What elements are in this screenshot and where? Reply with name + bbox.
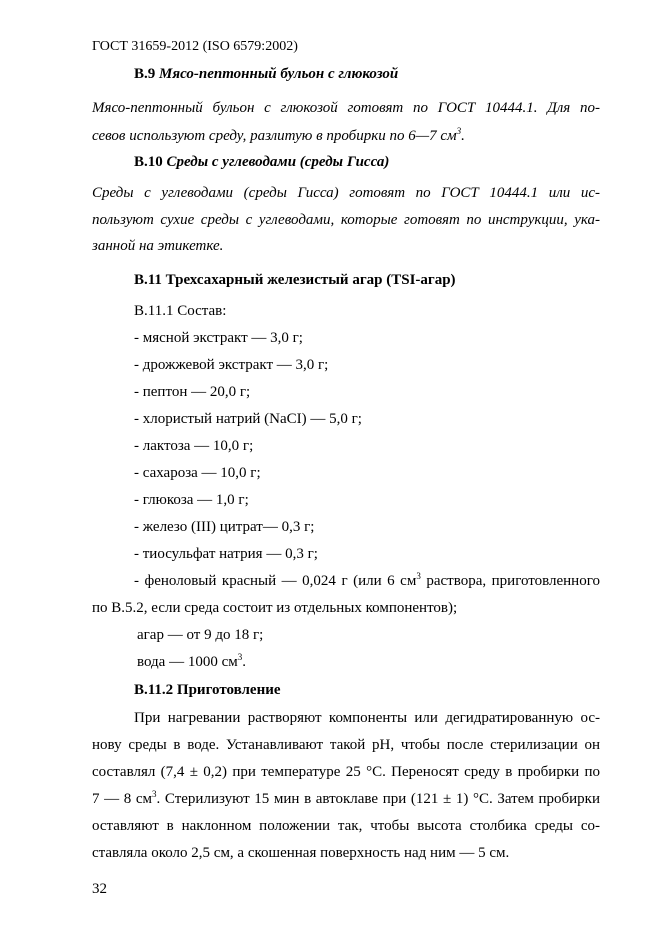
prep-l4-start: 7 — 8 см — [92, 791, 153, 807]
composition-item-agar: агар — от 9 до 18 г; — [137, 627, 264, 643]
section-b10-text-line2: пользуют сухие среды с углеводами, которые готовят по инструкции, ука- — [92, 212, 600, 228]
section-b9-line2-end: . — [461, 128, 465, 144]
composition-item: - пептон — 20,0 г; — [134, 384, 251, 400]
prep-l4-sup: 3 — [152, 789, 157, 799]
preparation-line6: ставляла около 2,5 см, а скошенная поверхность над ним — 5 см. — [92, 845, 510, 861]
composition-heading: В.11.1 Состав: — [134, 303, 227, 319]
section-b9-text-line1: Мясо-пептонный бульон с глюкозой готовят по ГОСТ 10444.1. Для по- — [92, 100, 600, 116]
composition-item: - сахароза — 10,0 г; — [134, 465, 261, 481]
section-b10-heading — [134, 153, 389, 171]
composition-item: - дрожжевой экстракт — 3,0 г; — [134, 357, 329, 373]
section-b9-line2-text: севов используют среду, разлитую в пробирки по 6—7 см — [92, 128, 457, 144]
water-text: вода — 1000 см — [137, 654, 238, 670]
preparation-line3: составлял (7,4 ± 0,2) при температуре 25 °С. Переносят среду в пробирки по — [92, 764, 600, 780]
composition-item: - тиосульфат натрия — 0,3 г; — [134, 546, 318, 562]
section-b9-heading — [134, 65, 398, 83]
preparation-heading: В.11.2 Приготовление — [134, 682, 281, 698]
preparation-line1: При нагревании растворяют компоненты или дегидратированную ос- — [134, 710, 600, 726]
preparation-line5: оставляют в наклонном положении так, чтобы высота столбика среды со- — [92, 818, 600, 834]
composition-item: - мясной экстракт — 3,0 г; — [134, 330, 303, 346]
phenol-text-end: раствора, приготовленного — [420, 573, 600, 589]
section-b10-text-line1: Среды с углеводами (среды Гисса) готовят по ГОСТ 10444.1 или ис- — [92, 185, 600, 201]
phenol-text: - феноловый красный — 0,024 г (или 6 см — [134, 573, 417, 589]
prep-l4-end: . Стерилизуют 15 мин в автоклаве при (121 ± 1) °С. Затем пробирки — [156, 791, 600, 807]
section-b10-title: Среды с углеводами (среды Гисса) — [166, 154, 390, 170]
water-end: . — [242, 654, 246, 670]
water-sup: 3 — [237, 652, 243, 662]
section-b10-text-line3: занной на этикетке. — [92, 238, 224, 254]
composition-item-phenol-line2: по В.5.2, если среда состоит из отдельных компонентов); — [92, 600, 458, 616]
section-b9-text-line2 — [92, 127, 465, 145]
composition-item: - глюкоза — 1,0 г; — [134, 492, 249, 508]
preparation-line4 — [92, 790, 600, 808]
phenol-sup: 3 — [416, 571, 421, 581]
page-number: 32 — [92, 881, 107, 897]
section-b10-number: B.10 — [134, 154, 163, 170]
section-b9-title: Мясо-пептонный бульон с глюкозой — [159, 66, 399, 82]
section-b9-number: B.9 — [134, 66, 156, 82]
page-header: ГОСТ 31659-2012 (ISO 6579:2002) — [92, 39, 298, 54]
composition-item-water — [137, 653, 246, 671]
preparation-line2: нову среды в воде. Устанавливают такой pH, чтобы после стерилизации он — [92, 737, 600, 753]
composition-item: - железо (III) цитрат— 0,3 г; — [134, 519, 315, 535]
section-b11-heading: В.11 Трехсахарный железистый агар (TSI-агар) — [134, 272, 456, 288]
composition-item-phenol-line1 — [134, 572, 600, 590]
section-b9-sup: 3 — [456, 126, 462, 136]
composition-item: - хлористый натрий (NaCI) — 5,0 г; — [134, 411, 362, 427]
composition-item: - лактоза — 10,0 г; — [134, 438, 254, 454]
